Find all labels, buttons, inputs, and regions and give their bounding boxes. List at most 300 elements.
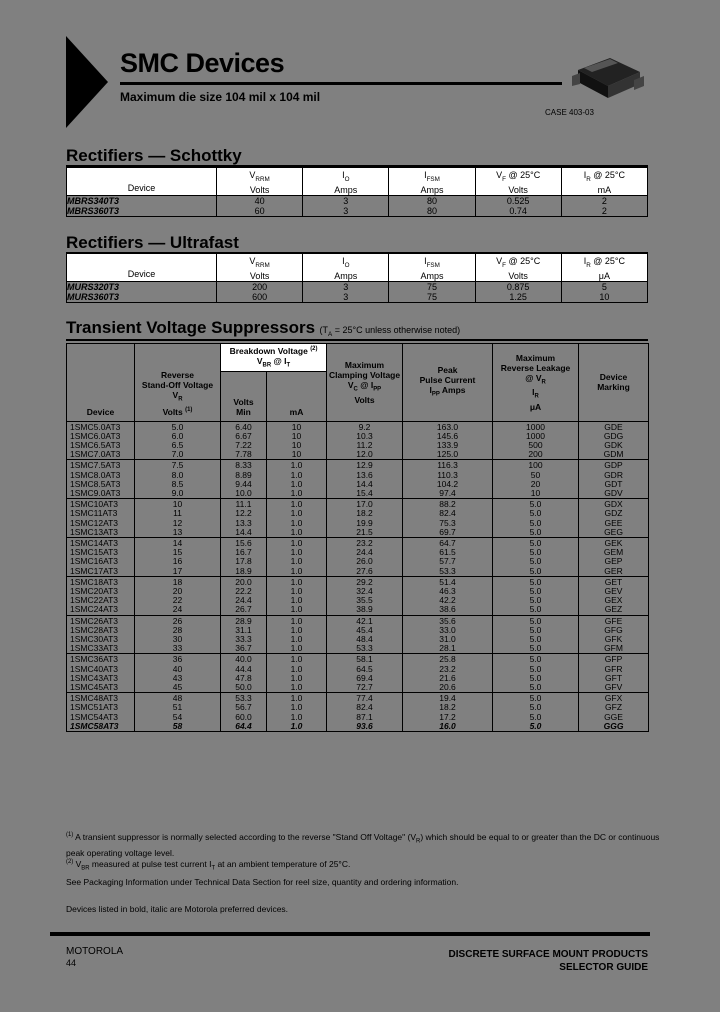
table-cell: 53.3 [403,567,493,577]
table-cell: 5.0 [493,576,579,587]
table-cell: 1SMC36AT3 [70,654,119,665]
table-cell: 72.7 [327,683,403,693]
schottky-col-header: $I_{FSM}$ Amps [389,168,475,196]
table-cell: 3 [303,282,389,293]
table-cell: 12.0 [327,450,403,460]
table-cell: 7.5 [135,460,221,471]
table-cell: 51 [135,703,221,712]
table-cell: 25.8 [403,654,493,665]
table-cell: 7.78 [221,450,267,460]
table-row [67,528,649,538]
table-cell: 1SMC48AT3 [70,693,119,704]
table-cell: 6.40 [221,421,267,432]
table-row [67,196,648,207]
table-cell: 1SMC26AT3 [70,615,119,626]
table-cell: 1SMC14AT3 [70,537,119,548]
table-cell: 20.6 [403,683,493,693]
table-cell: 9.0 [135,489,221,499]
ultrafast-col-header: $I_{FSM}$ Amps [389,254,475,282]
table-cell: 1SMC24AT3 [67,605,135,615]
table-cell: 26.0 [327,557,403,566]
tvs-col-device: Device [67,344,135,422]
table-cell: 5.0 [493,703,579,712]
tvs-condition-note: ($T_A = 25^\circ C$ unless otherwise noted) [319,325,461,338]
table-cell: MURS320T3 [67,282,120,292]
table-cell: 116.3 [403,460,493,471]
table-cell: GFZ [579,703,649,712]
table-cell: 50.0 [221,683,267,693]
table-cell: GFE [579,615,649,626]
table-row [67,654,649,665]
table-cell: GFR [579,665,649,674]
table-cell: 6.0 [135,432,221,441]
table-cell: 61.5 [403,548,493,557]
table-cell: 10.0 [221,489,267,499]
table-cell: 14.4 [221,528,267,538]
tvs-col-clamp: Maximum Clamping Voltage $V_C$ @ $I_{PP}$ Volts [327,344,403,422]
table-cell: 1SMC45AT3 [67,683,135,693]
table-cell: 9.2 [327,421,403,432]
table-cell: 10 [267,441,327,450]
table-cell: 64.4 [221,722,267,732]
schottky-col-header: Device [67,168,217,196]
table-row [67,206,648,217]
table-cell: 100 [493,460,579,471]
table-cell: 64.5 [327,665,403,674]
table-cell: 16 [135,557,221,566]
table-cell: 5.0 [493,713,579,722]
table-cell: 10.3 [327,432,403,441]
table-cell: 21.6 [403,674,493,683]
table-cell: 1.0 [267,587,327,596]
table-cell: GDK [579,441,649,450]
ultrafast-col-header: $V_F$ @ 25°C Volts [475,254,561,282]
table-cell: 125.0 [403,450,493,460]
table-cell: 1.0 [267,635,327,644]
tvs-table [66,343,649,732]
table-cell: MBRS340T3 [67,196,120,206]
table-row [67,292,648,303]
table-cell: 24.4 [221,596,267,605]
table-cell: 110.3 [403,471,493,480]
table-cell: 18.2 [403,703,493,712]
table-cell: 5.0 [493,615,579,626]
smc-package-image [570,54,646,106]
footnote-2: $^{(2)}$ $V_{BR}$ measured at pulse test current $I_T$ at an ambient temperature of 25°C. [66,858,351,872]
table-cell: 1.0 [267,509,327,518]
table-cell: 1SMC54AT3 [70,711,119,722]
table-cell: 8.5 [135,480,221,489]
tvs-rule [66,339,648,341]
table-cell: 33 [135,644,221,654]
table-cell: 58 [135,722,221,732]
table-cell: 10 [135,499,221,510]
table-cell: 5.0 [493,537,579,548]
table-cell: 600 [217,292,303,303]
table-cell: GDG [579,432,649,441]
table-cell: 1.0 [267,626,327,635]
table-cell: 13.3 [221,519,267,528]
table-cell: 82.4 [327,703,403,712]
table-cell: 0.525 [475,196,561,207]
table-cell: 1SMC12AT3 [70,517,119,528]
table-cell: 1.0 [267,596,327,605]
packaging-note: See Packaging Information under Technical Data Section for reel size, quantity and ordering information. [66,877,459,887]
table-cell: 75 [389,282,475,293]
table-cell: 29.2 [327,576,403,587]
table-cell: 10 [267,421,327,432]
table-cell: 20.0 [221,576,267,587]
table-cell: 31.0 [403,635,493,644]
table-cell: 21.5 [327,528,403,538]
table-cell: 1SMC30AT3 [70,633,119,644]
tvs-col-standoff: Reverse Stand-Off Voltage $V_R$ Volts $^{(1)}$ [135,344,221,422]
table-cell: 22 [135,596,221,605]
table-cell: 13 [135,528,221,538]
table-cell: 5.0 [493,626,579,635]
table-cell: 5.0 [493,567,579,577]
table-cell: GFT [579,674,649,683]
table-cell: GFP [579,654,649,665]
table-cell: 12.2 [221,509,267,518]
table-row [67,683,649,693]
table-cell: 40 [217,196,303,207]
table-cell: 1.0 [267,528,327,538]
table-cell: 1SMC8.0AT3 [70,469,121,480]
table-cell: GDR [579,471,649,480]
table-cell: 1SMC9.0AT3 [67,489,135,499]
table-cell: 163.0 [403,421,493,432]
footer-guide-title: DISCRETE SURFACE MOUNT PRODUCTS SELECTOR GUIDE [448,949,648,973]
ultrafast-col-header: $I_R$ @ 25°C μA [561,254,647,282]
table-cell: 6.5 [135,441,221,450]
table-cell: 48 [135,693,221,704]
table-cell: 17 [135,567,221,577]
table-cell: GDE [579,421,649,432]
table-cell: 30 [135,635,221,644]
table-cell: 15 [135,548,221,557]
schottky-col-header: $V_F$ @ 25°C Volts [475,168,561,196]
table-cell: 1SMC17AT3 [67,567,135,577]
table-cell: 19.9 [327,519,403,528]
table-cell: MBRS360T3 [67,206,120,216]
table-cell: 1.0 [267,548,327,557]
table-cell: 1.0 [267,519,327,528]
table-cell: 28 [135,626,221,635]
table-cell: 5.0 [493,509,579,518]
table-cell: 3 [303,196,389,207]
table-cell: 2 [561,196,647,207]
table-cell: 1.0 [267,703,327,712]
table-cell: 5.0 [493,674,579,683]
table-cell: 8.0 [135,471,221,480]
table-cell: 1.0 [267,605,327,615]
table-cell: 80 [389,206,475,217]
table-cell: 8.33 [221,460,267,471]
table-cell: 2 [561,206,647,217]
table-cell: 40 [135,665,221,674]
table-cell: GFK [579,635,649,644]
table-cell: 1SMC18AT3 [70,576,119,587]
table-cell: 80 [389,196,475,207]
table-cell: 200 [493,450,579,460]
tvs-col-breakdown: Breakdown Voltage $^{(2)}$ $V_{BR}$ @ $I_T$ [221,344,327,372]
table-cell: 75 [389,292,475,303]
table-cell: 1SMC7.5AT3 [70,460,121,471]
table-cell: 5.0 [493,548,579,557]
table-cell: 5.0 [493,722,579,732]
table-row [67,450,649,460]
table-cell: 1.0 [267,674,327,683]
table-cell: 23.2 [327,537,403,548]
table-cell: 24.4 [327,548,403,557]
tvs-heading [66,318,460,338]
table-cell: 12 [135,519,221,528]
schottky-col-header: $I_R$ @ 25°C mA [561,168,647,196]
table-cell: 87.1 [327,713,403,722]
footer-brand: MOTOROLA [66,946,124,957]
tvs-col-marking: Device Marking [579,344,649,422]
table-cell: 26 [135,615,221,626]
table-cell: 1.0 [267,567,327,577]
table-cell: 1SMC33AT3 [67,644,135,654]
table-cell: 1.0 [267,499,327,510]
table-cell: 17.2 [403,713,493,722]
table-cell: 1.0 [267,576,327,587]
schottky-col-header: $I_O$ Amps [303,168,389,196]
table-cell: 5 [561,282,647,293]
table-cell: 20 [493,480,579,489]
table-cell: 1.0 [267,480,327,489]
table-cell: 15.6 [221,537,267,548]
table-cell: 77.4 [327,693,403,704]
table-cell: 5.0 [493,654,579,665]
table-cell: 45 [135,683,221,693]
table-cell: 60.0 [221,713,267,722]
table-cell: 3 [303,206,389,217]
table-cell: GEV [579,587,649,596]
table-cell: 1.0 [267,471,327,480]
table-cell: 5.0 [493,665,579,674]
table-cell: 1000 [493,421,579,432]
table-cell: 1.0 [267,644,327,654]
table-cell: 17.0 [327,499,403,510]
table-cell: 0.74 [475,206,561,217]
table-cell: MURS360T3 [67,292,120,302]
table-cell: 18 [135,576,221,587]
table-cell: 5.0 [493,683,579,693]
table-cell: 1SMC15AT3 [70,547,119,558]
table-cell: 10 [561,292,647,303]
table-cell: GEZ [579,605,649,615]
ultrafast-col-header: Device [67,254,217,282]
table-cell: 1.0 [267,654,327,665]
tvs-col-leakage: Maximum Reverse Leakage @ $V_R$ $I_R$ μA [493,344,579,422]
tvs-col-it: mA [267,371,327,421]
table-row [67,489,649,499]
ultrafast-table [66,253,648,303]
table-cell: 5.0 [493,587,579,596]
table-cell: GET [579,576,649,587]
table-cell: GDZ [579,509,649,518]
page-title: SMC Devices [120,48,285,78]
table-row [67,644,649,654]
table-cell: 5.0 [493,519,579,528]
table-cell: 54 [135,713,221,722]
table-cell: 5.0 [493,499,579,510]
table-cell: 57.7 [403,557,493,566]
table-cell: GFM [579,644,649,654]
table-cell: GEX [579,596,649,605]
table-cell: 56.7 [221,703,267,712]
table-cell: 88.2 [403,499,493,510]
table-cell: 1SMC11AT3 [70,508,118,519]
table-cell: GDV [579,489,649,499]
table-cell: 47.8 [221,674,267,683]
table-cell: 1.0 [267,615,327,626]
table-cell: GGE [579,713,649,722]
table-cell: 5.0 [493,596,579,605]
table-cell: 13.6 [327,471,403,480]
table-cell: 53.3 [221,693,267,704]
table-cell: 7.0 [135,450,221,460]
tvs-col-vbr-min: Volts Min [221,371,267,421]
table-cell: 1SMC8.5AT3 [70,478,121,489]
table-cell: 45.4 [327,626,403,635]
table-cell: 42.2 [403,596,493,605]
table-cell: GGG [579,722,649,732]
table-cell: 35.6 [403,615,493,626]
table-cell: 69.7 [403,528,493,538]
table-cell: 43 [135,674,221,683]
ultrafast-title: Rectifiers — Ultrafast [66,233,239,252]
table-row [67,460,649,471]
table-cell: 5.0 [135,421,221,432]
table-cell: GFX [579,693,649,704]
table-cell: 69.4 [327,674,403,683]
table-cell: 1SMC6.5AT3 [70,439,121,450]
table-cell: 38.9 [327,605,403,615]
table-cell: 24 [135,605,221,615]
table-cell: 1.0 [267,722,327,732]
table-cell: 18.2 [327,509,403,518]
schottky-title: Rectifiers — Schottky [66,146,242,165]
table-cell: 1SMC51AT3 [70,702,119,713]
table-cell: GEP [579,557,649,566]
table-cell: 40.0 [221,654,267,665]
table-cell: 75.3 [403,519,493,528]
table-cell: 82.4 [403,509,493,518]
table-cell: 1.0 [267,665,327,674]
table-cell: 5.0 [493,528,579,538]
table-row [67,722,649,732]
table-cell: 11 [135,509,221,518]
table-cell: 200 [217,282,303,293]
table-cell: 1000 [493,432,579,441]
table-row [67,605,649,615]
table-cell: 1SMC5.0AT3 [70,421,121,432]
page-number: 44 [66,958,77,968]
table-cell: 5.0 [493,644,579,654]
table-cell: 1.25 [475,292,561,303]
table-cell: 53.3 [327,644,403,654]
table-cell: 7.22 [221,441,267,450]
table-cell: 1SMC58AT3 [67,722,135,732]
table-cell: 58.1 [327,654,403,665]
table-cell: 5.0 [493,605,579,615]
table-cell: GDP [579,460,649,471]
footer-rule [50,932,650,936]
table-cell: 10 [267,450,327,460]
table-cell: 14 [135,537,221,548]
table-cell: 64.7 [403,537,493,548]
table-cell: 1.0 [267,557,327,566]
table-cell: 11.2 [327,441,403,450]
schottky-table [66,167,648,217]
table-cell: 93.6 [327,722,403,732]
table-cell: 3 [303,292,389,303]
table-cell: 33.3 [221,635,267,644]
case-label: CASE 403-03 [545,108,594,117]
table-row [67,282,648,293]
table-cell: 1.0 [267,683,327,693]
table-cell: 5.0 [493,693,579,704]
table-cell: 38.6 [403,605,493,615]
table-cell: 10 [493,489,579,499]
table-cell: 0.875 [475,282,561,293]
tvs-title: Transient Voltage Suppressors [66,318,316,337]
table-cell: 16.7 [221,548,267,557]
table-cell: 60 [217,206,303,217]
title-rule [120,82,562,85]
table-cell: 1.0 [267,713,327,722]
table-cell: 22.2 [221,587,267,596]
table-cell: 33.0 [403,626,493,635]
table-cell: GDX [579,499,649,510]
table-cell: 1SMC20AT3 [70,585,119,596]
section-marker [66,36,108,128]
table-cell: 32.4 [327,587,403,596]
table-cell: 1SMC6.0AT3 [70,430,121,441]
table-cell: 18.9 [221,567,267,577]
table-cell: 44.4 [221,665,267,674]
table-cell: 42.1 [327,615,403,626]
table-cell: 48.4 [327,635,403,644]
table-cell: 1SMC43AT3 [70,672,119,683]
table-cell: 1.0 [267,693,327,704]
table-cell: 31.1 [221,626,267,635]
table-cell: GDM [579,450,649,460]
table-cell: 1SMC16AT3 [70,556,119,567]
table-cell: 145.6 [403,432,493,441]
table-cell: 17.8 [221,557,267,566]
table-cell: 1.0 [267,460,327,471]
table-cell: 23.2 [403,665,493,674]
table-cell: 20 [135,587,221,596]
table-cell: 5.0 [493,557,579,566]
table-cell: 35.5 [327,596,403,605]
table-cell: GEM [579,548,649,557]
table-cell: 1SMC28AT3 [70,624,119,635]
table-cell: 1.0 [267,489,327,499]
table-cell: GEE [579,519,649,528]
schottky-col-header: $V_{RRM}$ Volts [217,168,303,196]
table-cell: 46.3 [403,587,493,596]
preferred-devices-note: Devices listed in bold, italic are Motorola preferred devices. [66,904,289,914]
table-cell: 36.7 [221,644,267,654]
die-size-note: Maximum die size 104 mil x 104 mil [120,90,321,104]
table-cell: 1SMC40AT3 [70,663,119,674]
